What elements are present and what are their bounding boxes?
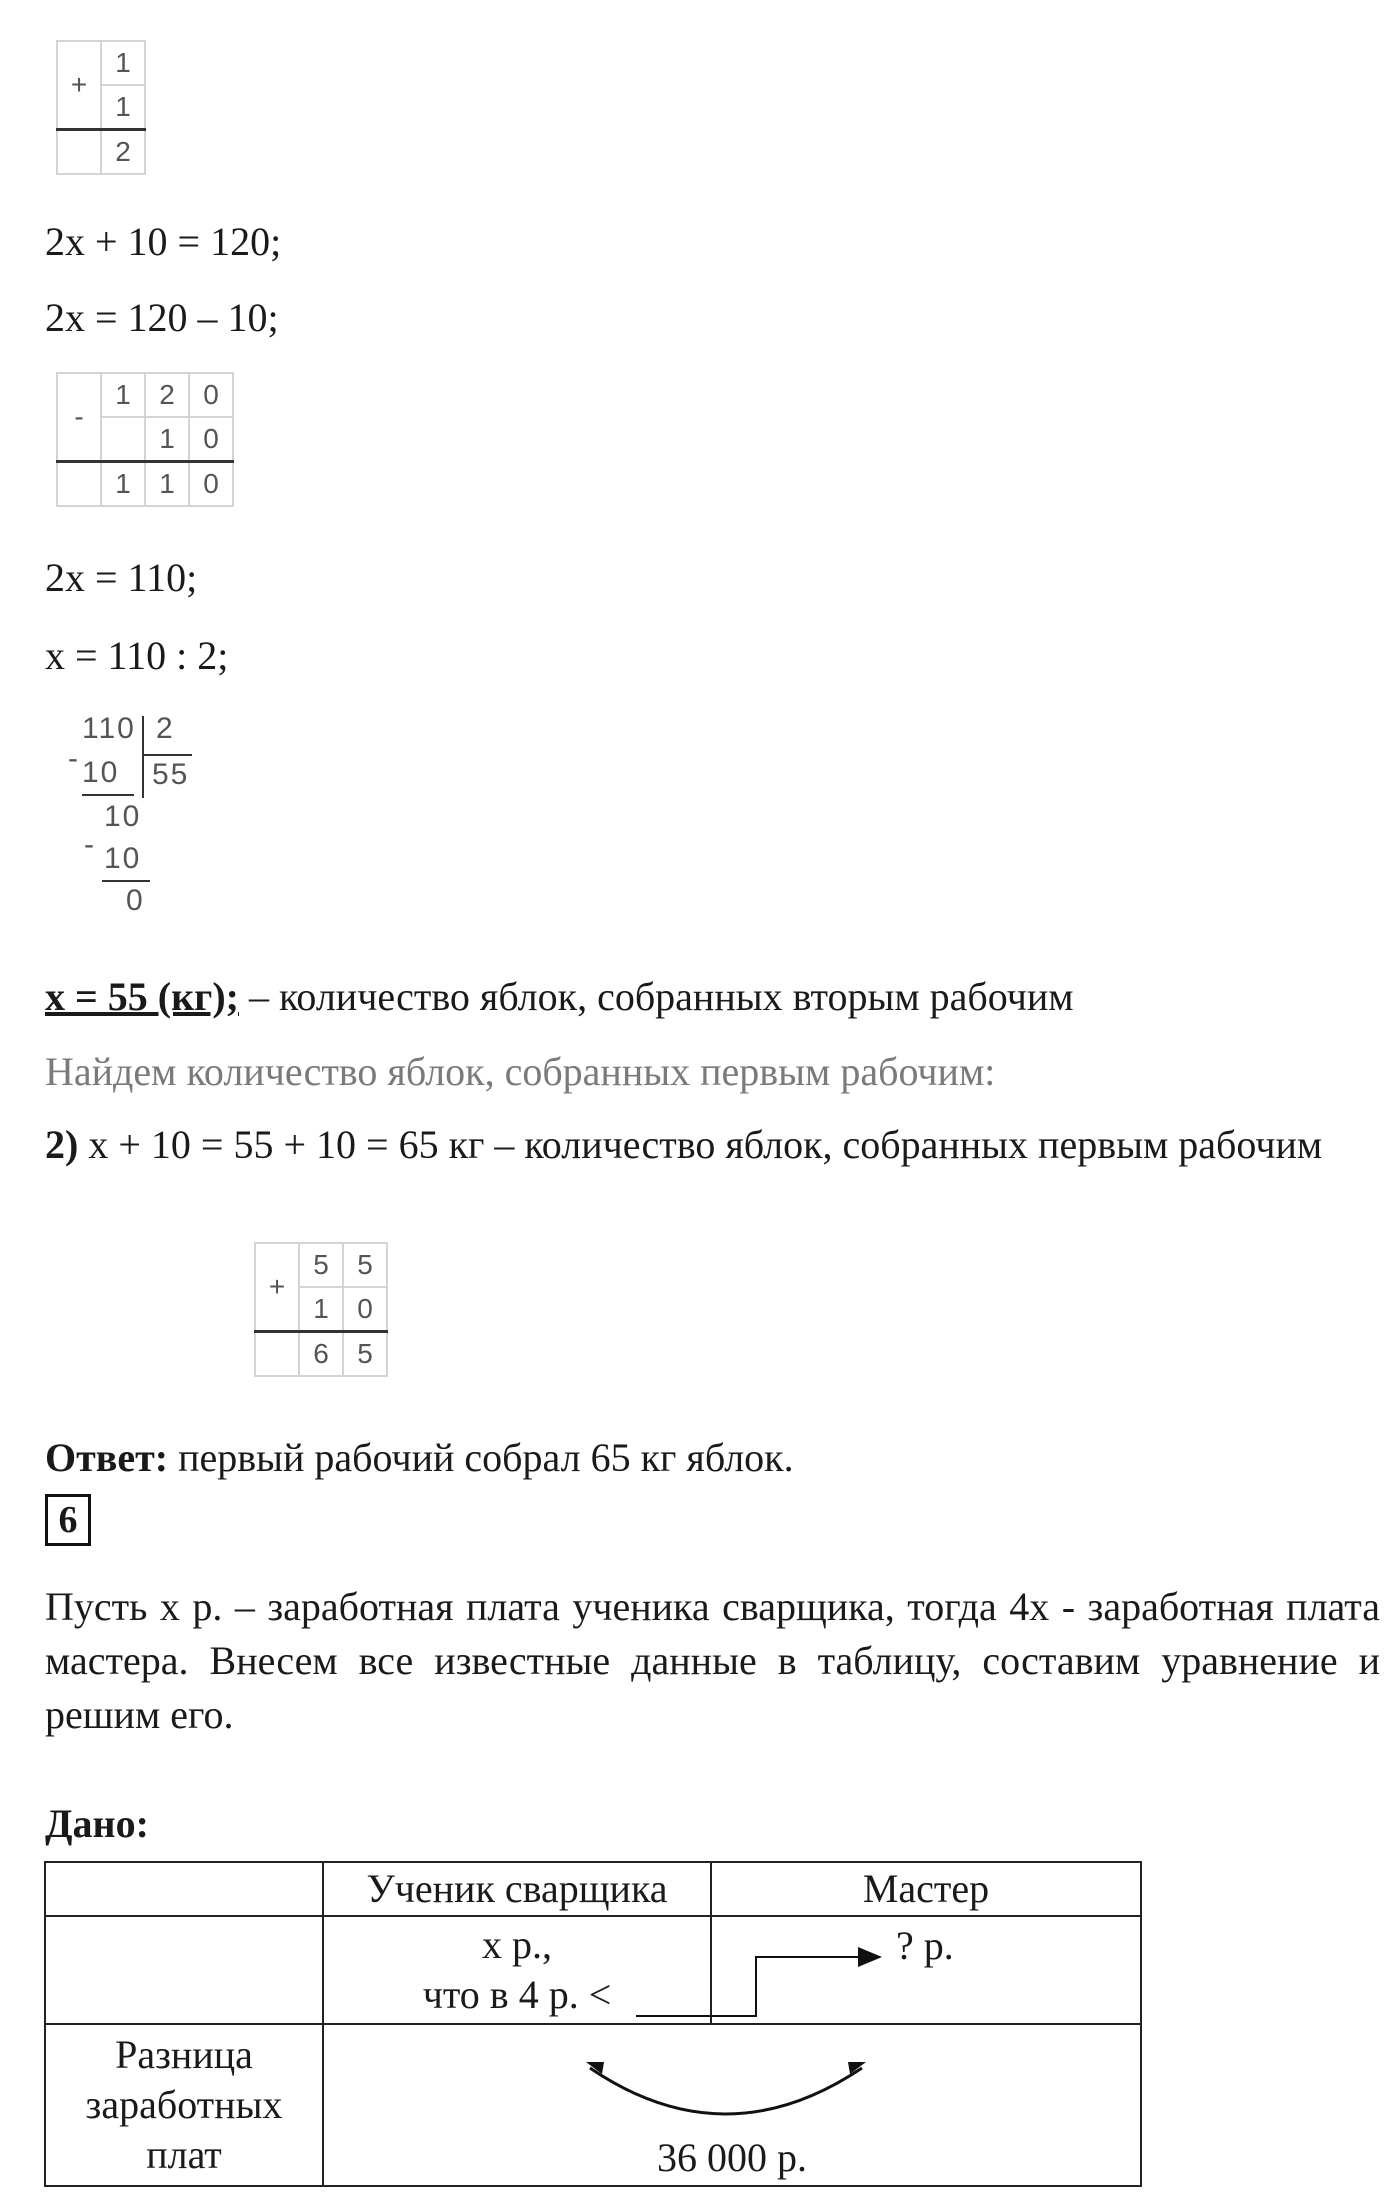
master-salary: ? р. [896,1923,954,1968]
operator: + [255,1243,299,1332]
header-apprentice: Ученик сварщика [323,1862,711,1916]
difference-arc [590,2068,862,2114]
comparison-arrow [636,1957,880,2016]
divisor: 2 [156,712,175,745]
answer-text: первый рабочий собрал 65 кг яблок. [168,1435,794,1480]
subtrahend-2: 10 [104,842,142,875]
apprentice-comparison: что в 4 р. < [422,1972,612,2017]
task-intro: Пусть х р. – заработная плата ученика сварщика, тогда 4х - заработная плата мастера. Внесем все известные данные в таблицу, составим уравнение и решим его. [45,1584,1380,1737]
remainder-2: 0 [126,884,145,917]
digit: 1 [101,85,145,130]
operator: + [57,41,101,130]
digit: 1 [145,462,189,507]
equation-3: 2х = 110; [45,555,198,600]
digit: 0 [189,373,233,417]
equation-2: 2х = 120 – 10; [45,295,279,340]
diff-label-3: плат [146,2132,222,2177]
remainder-1: 10 [104,800,142,833]
digit: 1 [145,417,189,462]
given-label: Дано: [45,1801,149,1846]
dividend: 110 [82,712,136,745]
digit: 6 [299,1332,343,1377]
digit: 5 [299,1243,343,1287]
digit: 1 [101,462,145,507]
equation-1: 2х + 10 = 120; [45,219,282,264]
subtrahend-1: 10 [82,756,120,789]
diff-label-1: Разница [115,2032,253,2077]
digit: 0 [189,462,233,507]
equation-4: х = 110 : 2; [45,633,229,678]
digit: 0 [343,1287,387,1332]
diff-label-2: заработных [85,2082,283,2127]
digit: 5 [343,1243,387,1287]
digit: 1 [299,1287,343,1332]
step-2-text: х + 10 = 55 + 10 = 65 кг – количество яблок, собранных первым рабочим [78,1122,1323,1167]
hint-line: Найдем количество яблок, собранных первым рабочим: [45,1049,996,1094]
digit: 2 [145,373,189,417]
answer-label: Ответ: [45,1435,169,1480]
apprentice-salary: х р., [482,1922,552,1967]
digit: 5 [343,1332,387,1377]
minus-sign-2: - [84,828,96,861]
step-2-number: 2) [45,1122,79,1167]
task-number: 6 [45,1494,91,1546]
digit: 0 [189,417,233,462]
result-rest: – количество яблок, собранных вторым рабочим [238,974,1074,1019]
digit: 1 [101,373,145,417]
result-bold: х = 55 (кг); [45,974,239,1019]
minus-sign: - [68,742,80,775]
header-master: Мастер [711,1862,1141,1916]
digit: 1 [101,41,145,85]
digit: 2 [101,130,145,175]
operator: - [57,373,101,462]
quotient: 55 [152,758,190,791]
diff-value: 36 000 р. [657,2135,807,2180]
